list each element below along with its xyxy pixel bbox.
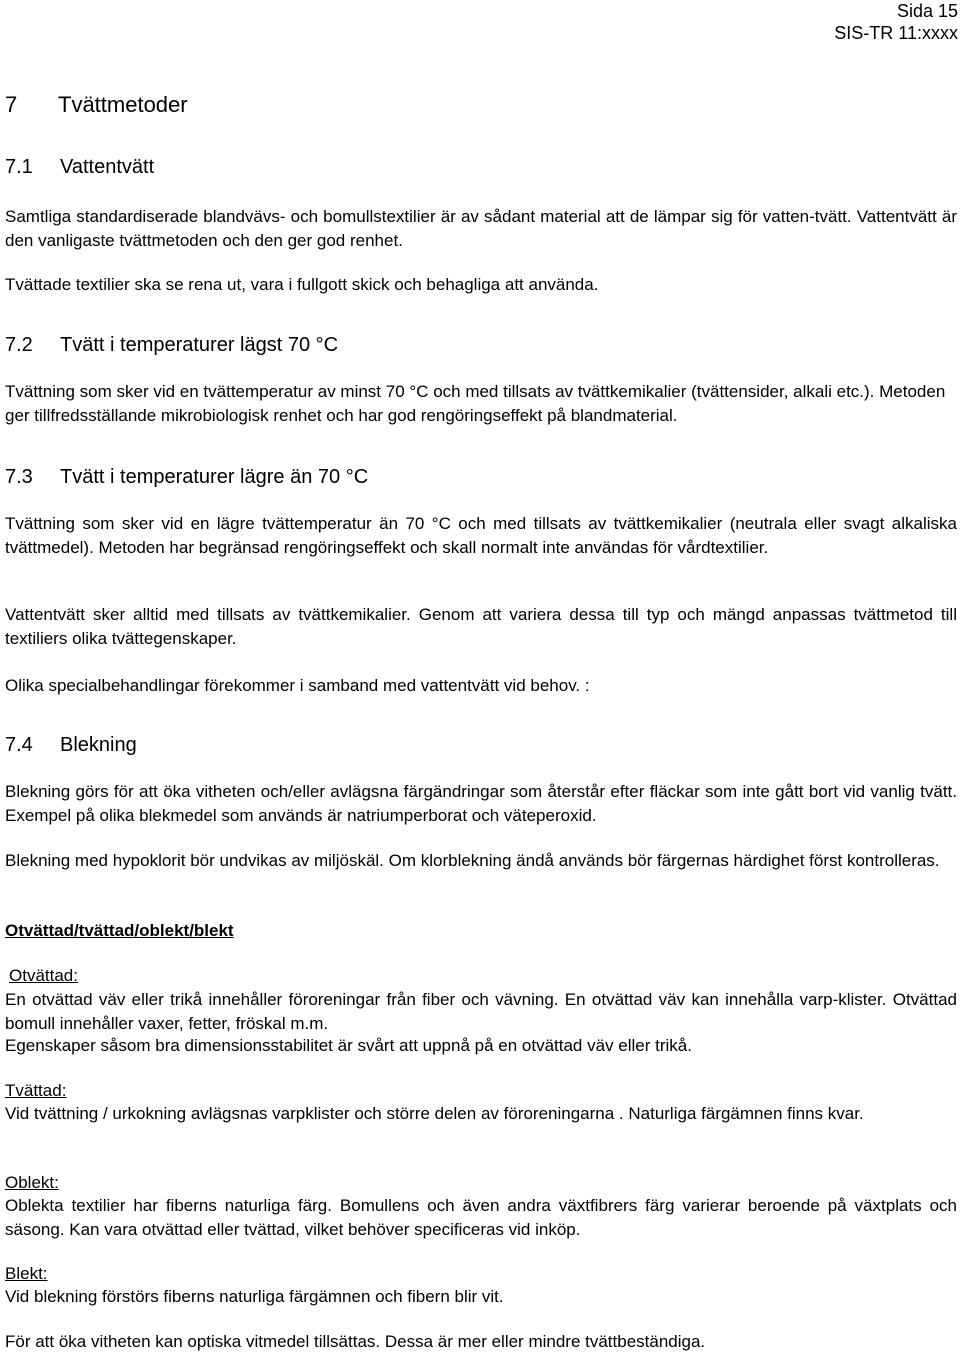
section-heading-7-2 xyxy=(5,333,338,357)
section-title: Tvätt i temperaturer lägre än 70 °C xyxy=(60,466,369,488)
term-label-oblekt: Oblekt: xyxy=(5,1173,59,1192)
section-number: 7.2 xyxy=(5,334,33,356)
terms-heading: Otvättad/tvättad/oblekt/blekt xyxy=(5,921,234,940)
paragraph: Tvättning som sker vid en lägre tvättemperatur än 70 °C och med tillsats av tvättkemikalier (neutrala eller svagt alkaliska tvättmedel). Metoden har begränsad rengöringseffekt och skall normalt inte användas för vårdtextilier. xyxy=(5,514,957,557)
section-title: Tvätt i temperaturer lägst 70 °C xyxy=(60,334,339,356)
section-number: 7.3 xyxy=(5,466,33,488)
section-number: 7.1 xyxy=(5,156,33,178)
paragraph: Tvättade textilier ska se rena ut, vara i fullgott skick och behagliga att använda. xyxy=(5,275,599,294)
document-id: SIS-TR 11:xxxx xyxy=(834,23,958,43)
paragraph: Olika specialbehandlingar förekommer i samband med vattentvätt vid behov. : xyxy=(5,676,590,695)
paragraph: Tvättning som sker vid en tvättemperatur av minst 70 °C och med tillsats av tvättkemikalier (tvättensider, alkali etc.). Metoden ger tillfredsställande mikrobiologisk renhet och har god rengöringseffekt på blandmaterial. xyxy=(5,382,946,425)
term-label-otvattad: Otvättad: xyxy=(9,966,78,985)
paragraph: Blekning med hypoklorit bör undvikas av miljöskäl. Om klorblekning ändå används bör färgernas härdighet först kontrolleras. xyxy=(5,851,940,870)
term-text: En otvättad väv eller trikå innehåller föroreningar från fiber och vävning. En otvättad väv kan innehålla varp-klister. Otvättad bomull innehåller vaxer, fetter, fröskal m.m. xyxy=(5,990,957,1033)
section-number: 7 xyxy=(5,92,18,117)
paragraph: Blekning görs för att öka vitheten och/eller avlägsna färgändringar som återstår efter fläckar som inte gått bort vid vanlig tvätt. Exempel på olika blekmedel som används är natriumperborat och väteperoxid. xyxy=(5,782,957,825)
paragraph: Vattentvätt sker alltid med tillsats av tvättkemikalier. Genom att variera dessa till typ och mängd anpassas tvättmetod till textiliers olika tvättegenskaper. xyxy=(5,605,957,648)
section-title: Vattentvätt xyxy=(60,156,155,178)
section-title: Tvättmetoder xyxy=(58,92,188,117)
term-text: Egenskaper såsom bra dimensionsstabilitet är svårt att uppnå på en otvättad väv eller trikå. xyxy=(5,1036,692,1055)
paragraph: Samtliga standardiserade blandvävs- och bomullstextilier är av sådant material att de lämpar sig för vatten-tvätt. Vattentvätt är den vanligaste tvättmetoden och den ger god renhet. xyxy=(5,207,957,250)
term-label-blekt: Blekt: xyxy=(5,1264,48,1283)
term-label-tvattad: Tvättad: xyxy=(5,1081,67,1100)
term-text: Oblekta textilier har fiberns naturliga färg. Bomullens och även andra växtfibrers färg varierar beroende på växtplats och säsong. Kan vara otvättad eller tvättad, vilket behöver specificeras vid inköp. xyxy=(5,1196,957,1239)
page-number: Sida 15 xyxy=(896,1,958,21)
section-title: Blekning xyxy=(60,734,137,756)
term-text: Vid tvättning / urkokning avlägsnas varpklister och större delen av föroreningarna . Naturliga färgämnen finns kvar. xyxy=(5,1104,864,1123)
section-heading-7 xyxy=(5,92,188,118)
section-heading-7-3 xyxy=(5,465,368,489)
paragraph: För att öka vitheten kan optiska vitmedel tillsättas. Dessa är mer eller mindre tvättbeständiga. xyxy=(5,1332,706,1351)
term-text: Vid blekning förstörs fiberns naturliga färgämnen och fibern blir vit. xyxy=(5,1287,504,1306)
section-heading-7-1 xyxy=(5,155,154,179)
section-heading-7-4 xyxy=(5,733,137,757)
section-number: 7.4 xyxy=(5,734,33,756)
